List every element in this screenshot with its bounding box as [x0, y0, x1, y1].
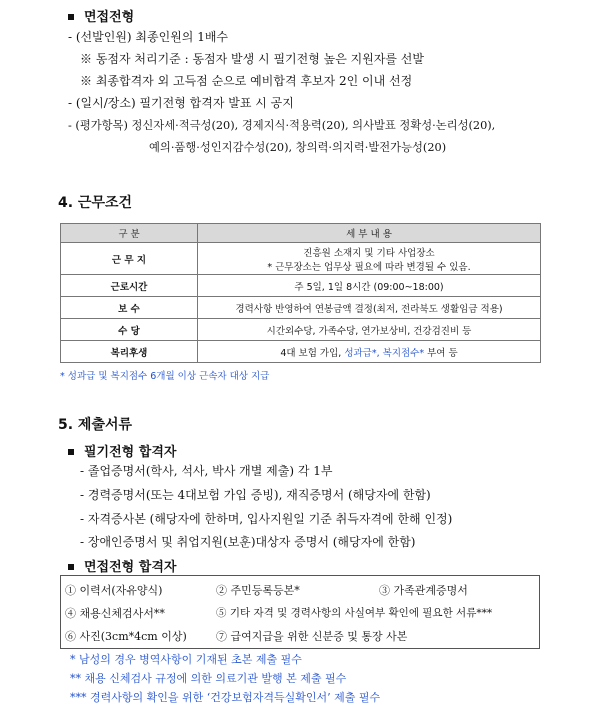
row-content: 4대 보험 가입, 성과급*, 복지점수* 부여 등 [198, 341, 541, 363]
interview-header: 면접전형 [68, 6, 134, 25]
written-item: - 졸업증명서(학사, 석사, 박사 개별 제출) 각 1부 [80, 464, 333, 478]
interview-line-3: ※ 최종합격자 외 고득점 순으로 예비합격 후보자 2인 이내 선정 [80, 74, 413, 88]
row-content: 주 5일, 1일 8시간 (09:00~18:00) [198, 275, 541, 297]
interview-line-1: - (선발인원) 최종인원의 1배수 [68, 30, 229, 44]
section-4-title: 4. 근무조건 [58, 195, 133, 211]
table-header-details: 세 부 내 용 [198, 224, 541, 243]
interview-docs-header: 면접전형 합격자 [68, 556, 176, 575]
table-header-category: 구 분 [61, 224, 198, 243]
bullet-square-icon [68, 14, 74, 20]
doc-item: ① 이력서(자유양식) [65, 584, 163, 597]
written-header: 필기전형 합격자 [68, 441, 176, 460]
written-item: - 경력증명서(또는 4대보험 가입 증빙), 재직증명서 (해당자에 한함) [80, 488, 431, 502]
interview-line-2: ※ 동점자 처리기준 : 동점자 발생 시 필기전형 높은 지원자를 선발 [80, 52, 424, 66]
highlight-text: 성과급*, 복지점수* [344, 347, 425, 359]
section-5-title: 5. 제출서류 [58, 417, 133, 433]
doc-item: ② 주민등록등본* [216, 584, 300, 597]
table-row [61, 341, 541, 363]
row-label: 근로시간 [61, 275, 198, 297]
doc-item: ④ 채용신체검사서** [65, 607, 165, 620]
row-content: 경력사항 반영하여 연봉금액 결정(최저, 전라북도 생활임금 적용) [198, 297, 541, 319]
row-content: 진흥원 소재지 및 기타 사업장소 * 근무장소는 업무상 필요에 따라 변경될 수 있음. [198, 243, 541, 275]
interview-line-5: - (평가항목) 정신자세·적극성(20), 경제지식·적용력(20), 의사발표 정확성·논리성(20), [68, 119, 496, 132]
doc-item: ⑤ 기타 자격 및 경력사항의 사실여부 확인에 필요한 서류*** [216, 607, 493, 619]
written-item: - 장애인증명서 및 취업지원(보훈)대상자 증명서 (해당자에 한함) [80, 535, 416, 549]
interview-line-4: - (일시/장소) 필기전형 합격자 발표 시 공지 [68, 96, 294, 110]
row-label: 근 무 지 [61, 243, 198, 275]
docs-note-1: * 남성의 경우 병역사항이 기재된 초본 제출 필수 [70, 653, 302, 666]
work-conditions-table [60, 223, 541, 363]
section-4-note: * 성과급 및 복지점수 6개월 이상 근속자 대상 지급 [60, 371, 270, 382]
doc-item: ⑥ 사진(3cm*4cm 이상) [65, 630, 187, 643]
bullet-square-icon [68, 564, 74, 570]
table-row [61, 319, 541, 341]
docs-note-2: ** 채용 신체검사 규정에 의한 의료기관 발행 본 제출 필수 [70, 672, 347, 685]
required-documents-box [60, 575, 540, 649]
row-content: 시간외수당, 가족수당, 연가보상비, 건강검진비 등 [198, 319, 541, 341]
interview-line-6: 예의·품행·성인지감수성(20), 창의력·의지력·발전가능성(20) [149, 141, 447, 154]
row-label: 수 당 [61, 319, 198, 341]
docs-note-3: *** 경력사항의 확인을 위한 ‘건강보험자격득실확인서’ 제출 필수 [70, 691, 381, 704]
table-row [61, 275, 541, 297]
row-label: 복리후생 [61, 341, 198, 363]
doc-item: ⑦ 급여지급을 위한 신분증 및 통장 사본 [216, 630, 408, 643]
table-row [61, 243, 541, 275]
doc-item: ③ 가족관계증명서 [379, 584, 468, 597]
bullet-square-icon [68, 449, 74, 455]
row-label: 보 수 [61, 297, 198, 319]
table-row [61, 297, 541, 319]
written-item: - 자격증사본 (해당자에 한하며, 입사지원일 기준 취득자격에 한해 인정) [80, 512, 453, 526]
